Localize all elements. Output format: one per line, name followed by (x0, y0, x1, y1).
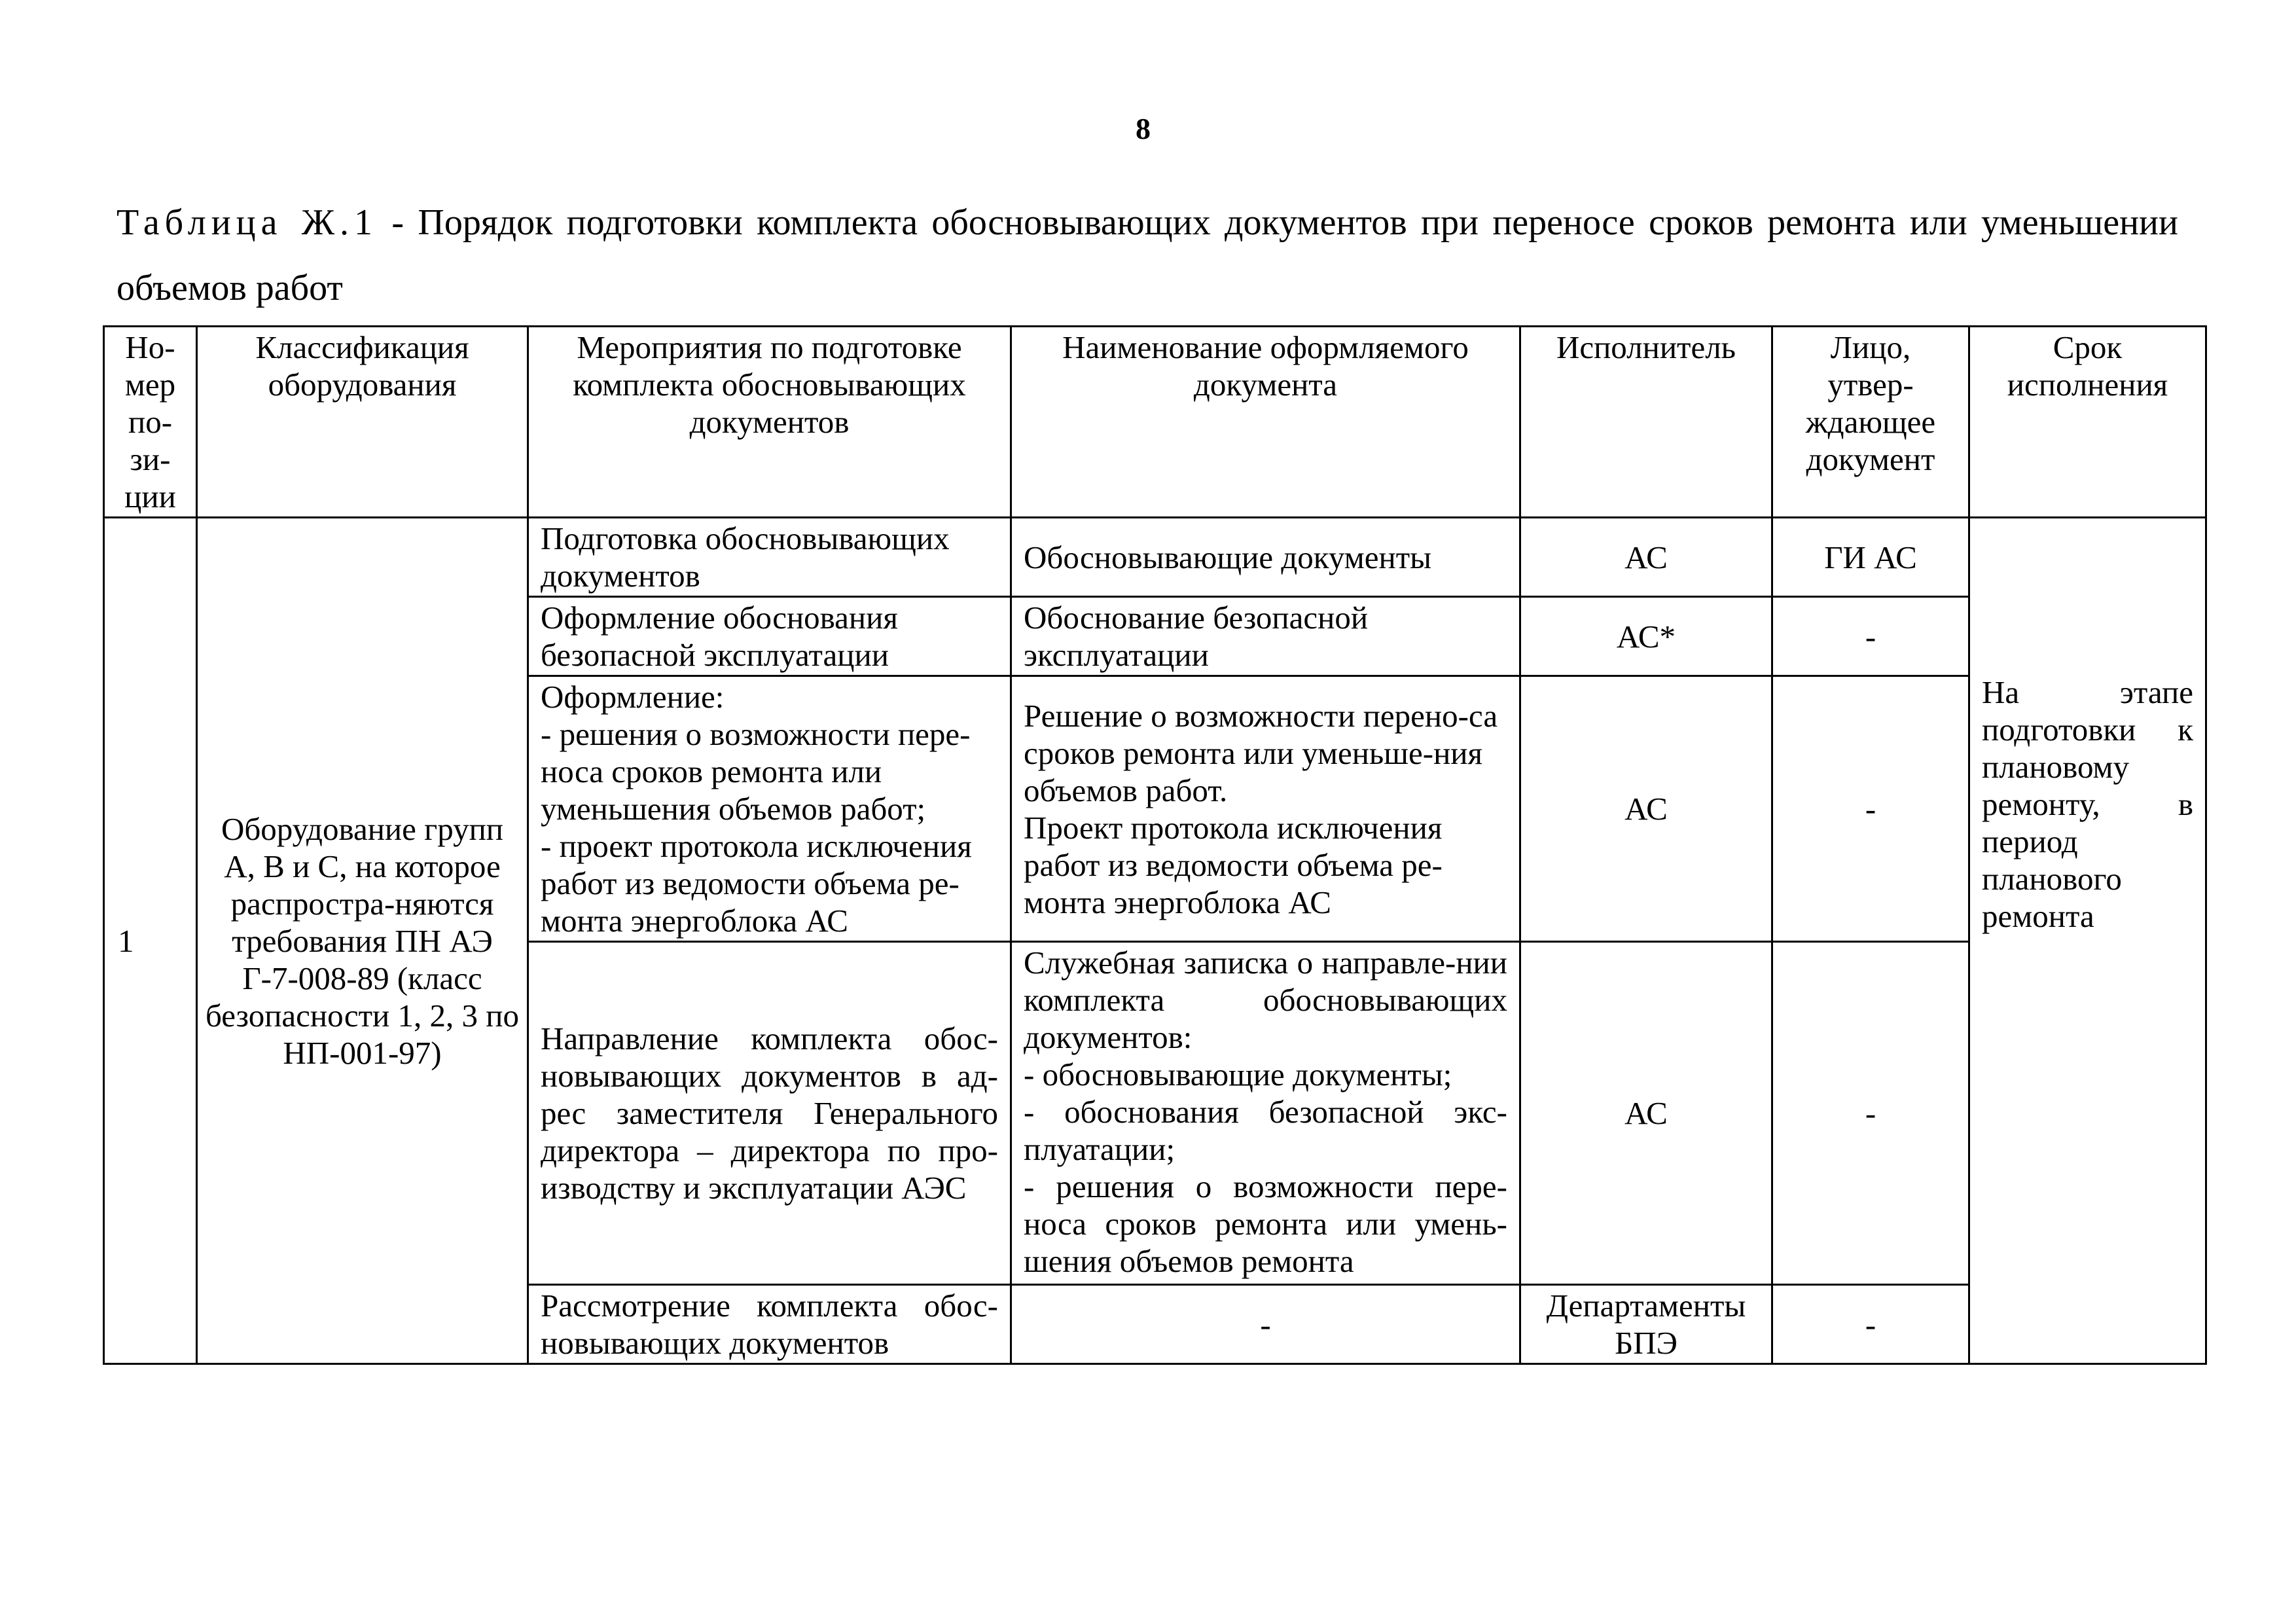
header-deadline: Срок исполнения (1969, 327, 2206, 518)
document-cell: - (1011, 1285, 1520, 1364)
table-label: Таблица Ж.1 (117, 202, 378, 243)
executor-cell: АС (1520, 942, 1772, 1285)
executor-cell: Департаменты БПЭ (1520, 1285, 1772, 1364)
position-cell: 1 (104, 518, 197, 1364)
header-position: Но- мер по- зи- ции (104, 327, 197, 518)
header-approver: Лицо, утвер- ждающее документ (1772, 327, 1969, 518)
approver-cell: - (1772, 942, 1969, 1285)
header-executor: Исполнитель (1520, 327, 1772, 518)
header-activity: Мероприятия по подготовке комплекта обосновывающих документов (528, 327, 1011, 518)
approver-cell: - (1772, 597, 1969, 676)
document-cell: Обосновывающие документы (1011, 518, 1520, 597)
page-number: 8 (1136, 112, 1151, 145)
approver-cell: - (1772, 676, 1969, 942)
classification-cell: Оборудование групп А, В и С, на которое распростра-няются требования ПН АЭ Г-7-008-89 (класс безопасности 1, 2, 3 по НП-001-97) (197, 518, 528, 1364)
approver-cell: ГИ АС (1772, 518, 1969, 597)
document-table (103, 325, 2207, 1365)
executor-cell: АС (1520, 676, 1772, 942)
document-cell: Обоснование безопасной эксплуатации (1011, 597, 1520, 676)
activity-cell: Оформление обоснования безопасной эксплуатации (528, 597, 1011, 676)
table-title (117, 190, 2178, 321)
executor-cell: АС (1520, 518, 1772, 597)
activity-cell: Подготовка обосновывающих документов (528, 518, 1011, 597)
activity-cell: Рассмотрение комплекта обос-новывающих документов (528, 1285, 1011, 1364)
activity-cell: Оформление: - решения о возможности пере-носа сроков ремонта или уменьшения объемов работ; - проект протокола исключения работ из ведомости объема ре-монта энергоблока АС (528, 676, 1011, 942)
table-caption: - Порядок подготовки комплекта обосновывающих документов при переносе сроков ремонта или уменьшении объемов работ (117, 202, 2178, 308)
header-row (104, 327, 2206, 518)
document-cell: Служебная записка о направле-нии комплекта обосновывающих документов: - обосновывающие документы; - обоснования безопасной экс-плуатации; - решения о возможности пере-носа сроков ремонта или умень-шения объемов ремонта (1011, 942, 1520, 1285)
header-classification: Классификация оборудования (197, 327, 528, 518)
document-cell: Решение о возможности перено-са сроков ремонта или уменьше-ния объемов работ. Проект протокола исключения работ из ведомости объема ре-монта энергоблока АС (1011, 676, 1520, 942)
header-document: Наименование оформляемого документа (1011, 327, 1520, 518)
table-row (104, 518, 2206, 597)
deadline-cell: На этапе подготовки к плановому ремонту, в период планового ремонта (1969, 518, 2206, 1364)
approver-cell: - (1772, 1285, 1969, 1364)
activity-cell: Направление комплекта обос-новывающих документов в ад-рес заместителя Генерального директора – директора по про-изводству и эксплуатации АЭС (528, 942, 1011, 1285)
executor-cell: АС* (1520, 597, 1772, 676)
